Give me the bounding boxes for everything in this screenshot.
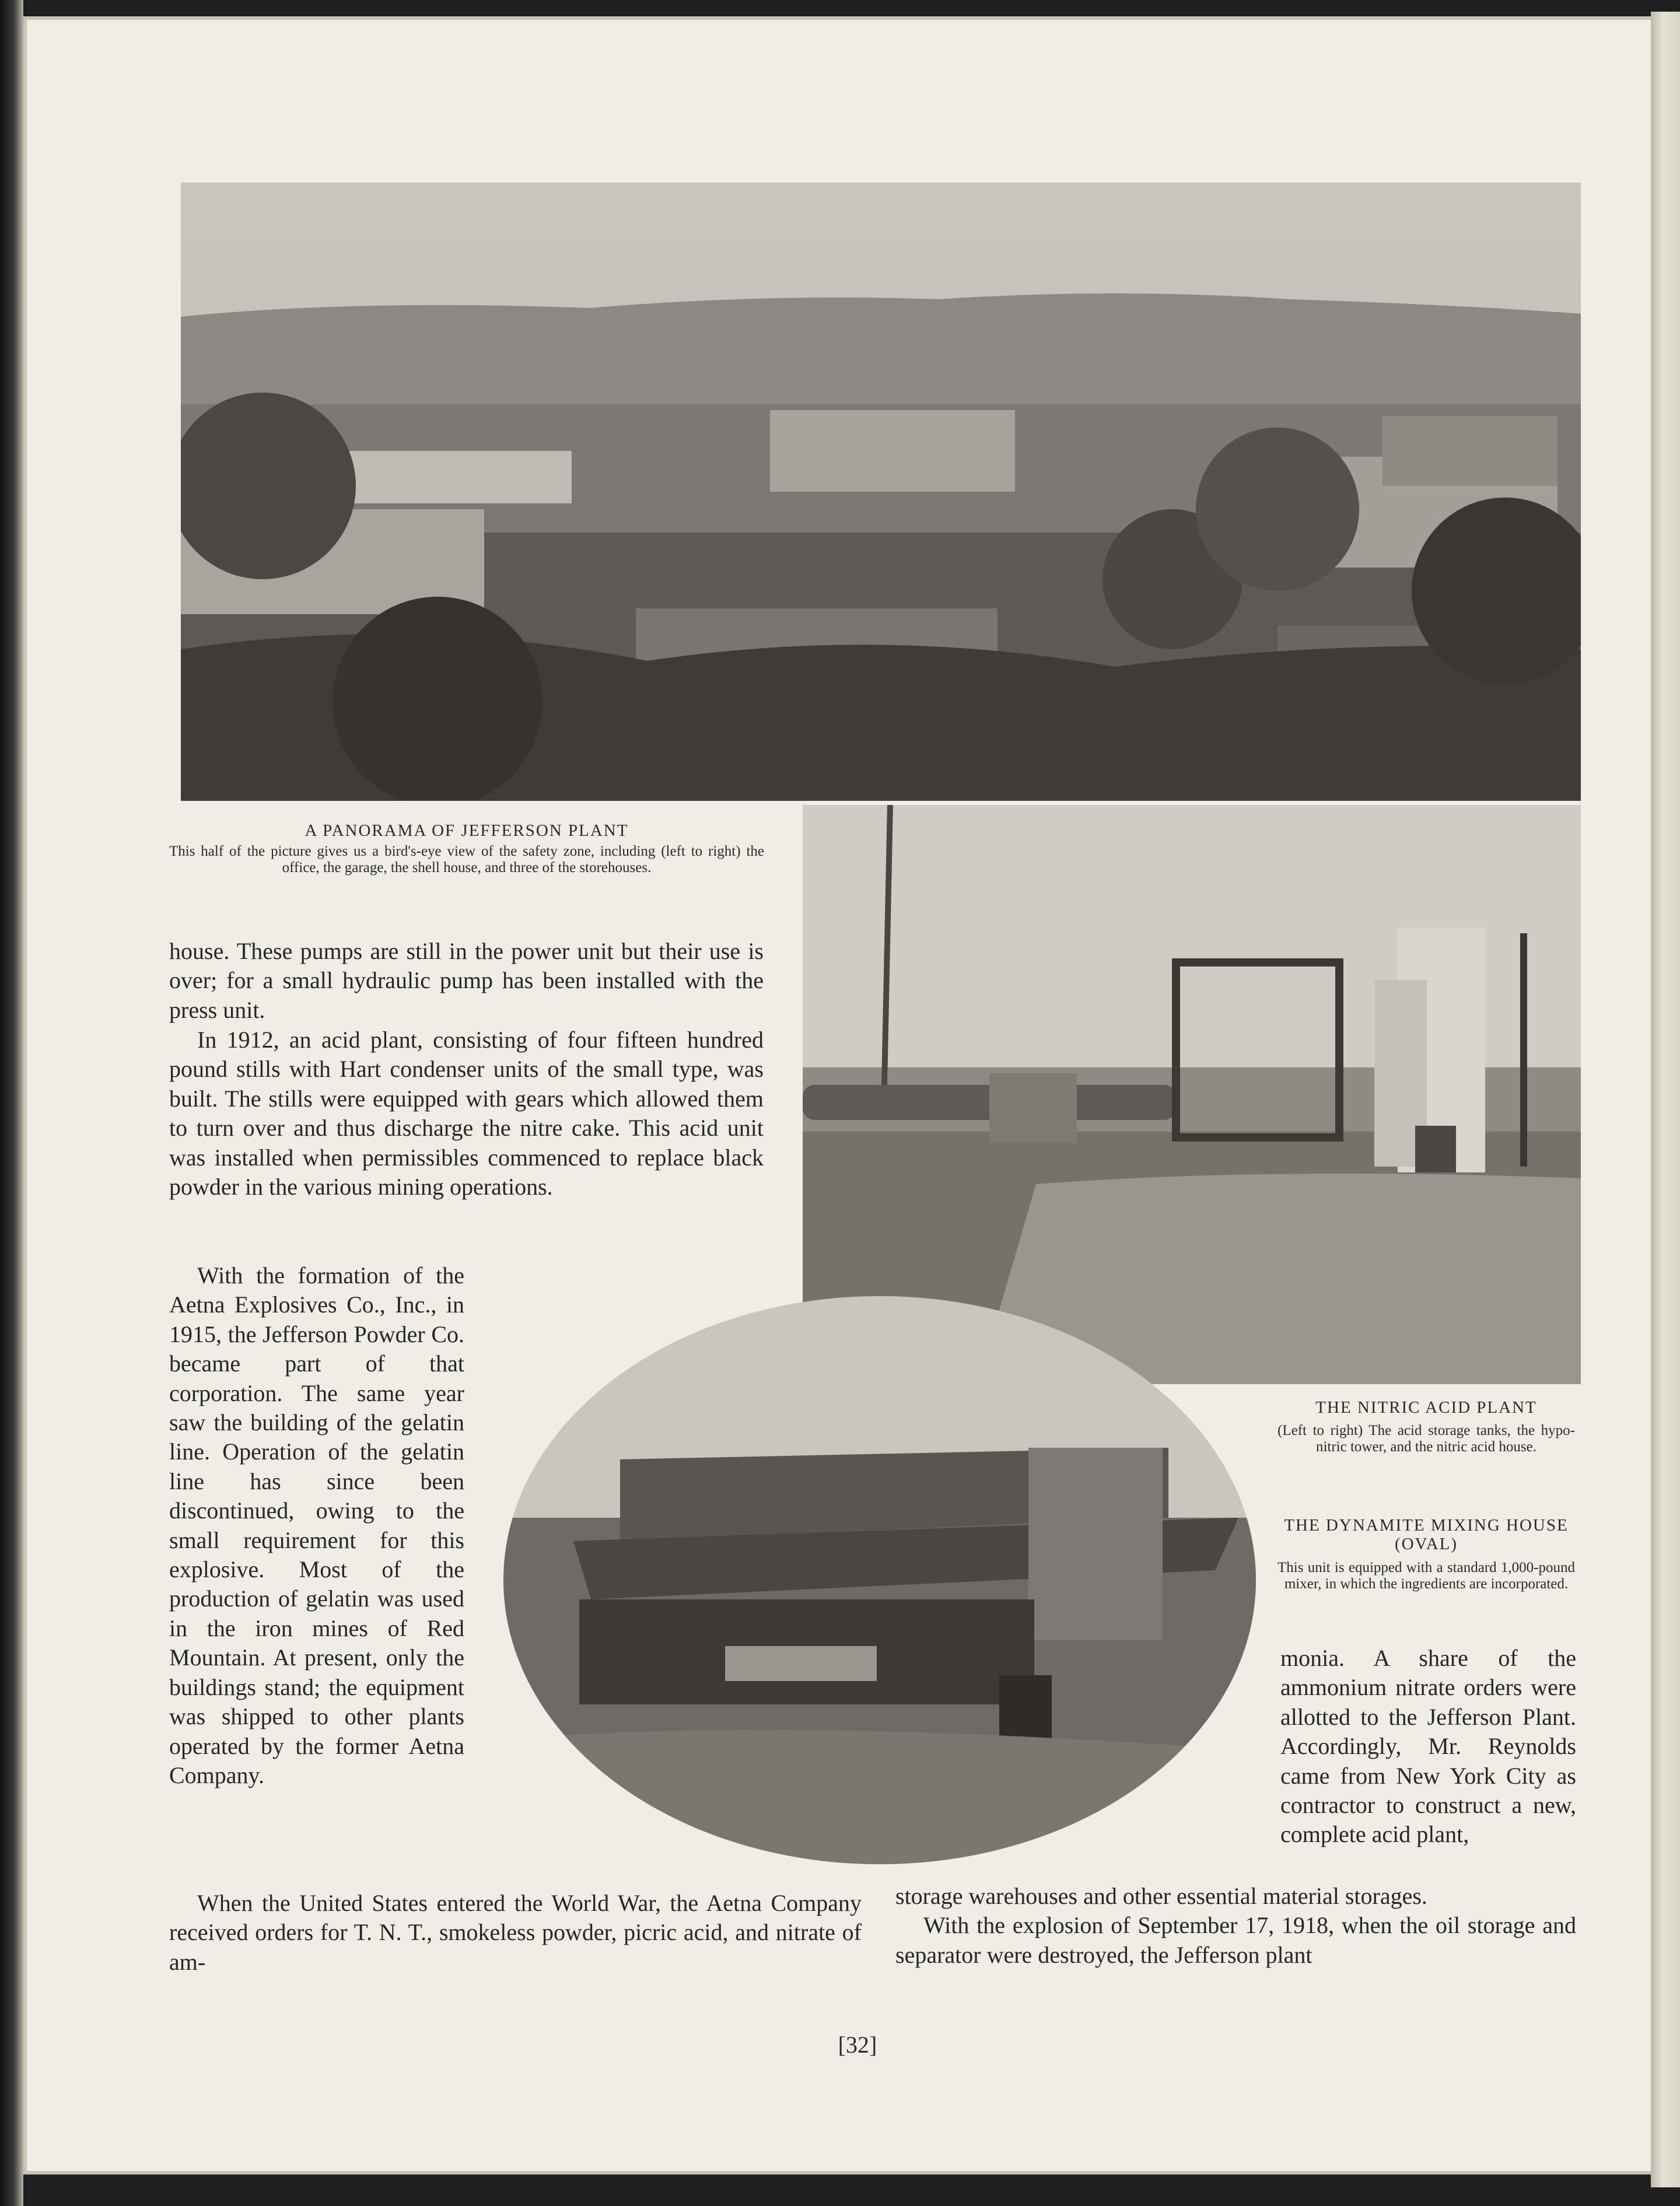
panorama-caption-title: A PANORAMA OF JEFFERSON PLANT: [304, 821, 629, 840]
book-gutter: [0, 0, 23, 2206]
body-paragraph-5: [1280, 1644, 1576, 1850]
page-number: [32]: [838, 2032, 877, 2058]
nitric-caption: [1278, 1398, 1575, 1455]
paragraph-2: In 1912, an acid plant, consisting of four fifteen hundred pound stills with Hart condenser units of the small type, was built. The stills were equipped with gears which allowed them to turn over and thus discharge the nitre cake. This acid unit was installed when permissibles commenced to replace black powder in the various mining operations.: [169, 1027, 764, 1200]
dynamite-mixing-house-photo: [503, 1296, 1256, 1864]
body-paragraph-6: [895, 1882, 1576, 1970]
body-paragraph-1: [169, 937, 764, 1025]
panorama-caption-body: This half of the picture gives us a bird's-eye view of the safety zone, including (left to right) the office, the garage, the shell house, and three of the storehouses.: [169, 843, 764, 876]
dynamite-caption: [1278, 1516, 1575, 1592]
body-paragraph-3: [169, 1261, 464, 1790]
nitric-caption-title: THE NITRIC ACID PLANT: [1315, 1398, 1537, 1417]
paragraph-3: With the formation of the Aetna Explosives Co., Inc., in 1915, the Jefferson Powder Co. became part of that corporation. The same year saw the building of the gelatin line. Operation of the gelatin line has since been discontinued, owing to the small requirement for this explosive. Most of the production of gelatin was used in the iron mines of Red Mountain. At present, only the buildings stand; the equipment was shipped to other plants operated by the former Aetna Company.: [169, 1262, 464, 1788]
dynamite-caption-title: THE DYNAMITE MIXING HOUSE (OVAL): [1284, 1516, 1569, 1554]
panorama-photo: [181, 183, 1581, 801]
paragraph-6: storage warehouses and other essential material storages.: [895, 1883, 1427, 1909]
body-paragraph-2: [169, 1025, 764, 1202]
panorama-caption: [169, 821, 764, 876]
next-page-edge: [1651, 12, 1680, 2187]
paragraph-4: When the United States entered the World War, the Aetna Company received orders for T. N. T., smokeless powder, picric acid, and nitrate of am-: [169, 1890, 862, 1975]
paragraph-1: house. These pumps are still in the power unit but their use is over; for a small hydraulic pump has been installed with the press unit.: [169, 938, 764, 1023]
paragraph-7: With the explosion of September 17, 1918, when the oil storage and separator were destroyed, the Jefferson plant: [895, 1912, 1576, 1968]
nitric-caption-body: (Left to right) The acid storage tanks, the hypo-nitric tower, and the nitric acid house.: [1278, 1423, 1575, 1455]
paragraph-5: monia. A share of the ammonium nitrate orders were allotted to the Jefferson Plant. Accordingly, Mr. Reynolds came from New York City as contractor to construct a new, complete acid plant,: [1280, 1645, 1576, 1848]
dynamite-caption-body: This unit is equipped with a standard 1,000-pound mixer, in which the ingredients are incorporated.: [1278, 1559, 1575, 1592]
body-paragraph-4: [169, 1889, 862, 1977]
